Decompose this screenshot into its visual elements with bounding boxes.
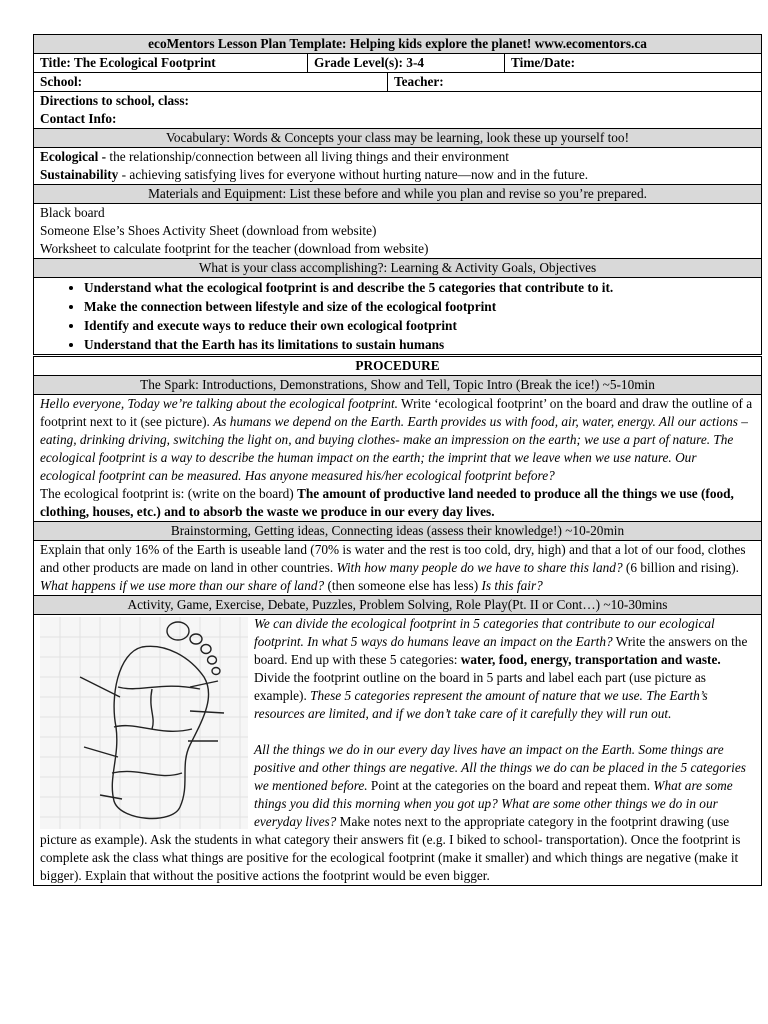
- brainstorm-heading: Brainstorming, Getting ideas, Connecting ideas (assess their knowledge!) ~10-20min: [34, 522, 762, 541]
- spark-content: [34, 395, 762, 522]
- activity-paragraph-2: All the things we do in our every day lives have an impact on the Earth. Some things are positive and other things are negative. All the things we do can be placed in the 5 categories we mentioned before. Point at the categories on the board and repeat them. What are some things you did this morning when you got up? What are some other things we do in our everyday lives? Make notes next to the appropriate category in the footprint drawing (use picture as example). Ask the students in what category their answers fit (e.g. I biked to school- transportation). Once the footprint is complete ask the class what things are positive for the ecological footprint (make it smaller) and which things are negative (make it bigger). Explain that without the positive actions the footprint would be even bigger.: [40, 742, 746, 883]
- directions-label: Directions to school, class:: [40, 93, 189, 108]
- spark-paragraph: Hello everyone, Today we’re talking about the ecological footprint. Write ‘ecological footprint’ on the board and draw the outline of a footprint next to it (see picture). As humans we depend on the Earth. Earth provides us with food, air, water, energy. All our actions – eating, drinking driving, switching the light on, and buying clothes- make an impression on the earth; we use a part of nature. The ecological footprint is a way to describe the human impact on the earth; the imprint that we leave when we use nature. Our ecological footprint can be measured. Has anyone measured his/her ecological footprint before?: [40, 396, 753, 483]
- goal-item: • Understand that the Earth has its limitations to sustain humans: [84, 335, 755, 354]
- procedure-table: [33, 356, 762, 886]
- goal-item: • Make the connection between lifestyle and size of the ecological footprint: [84, 297, 755, 316]
- material-item: Someone Else’s Shoes Activity Sheet (download from website): [40, 223, 377, 238]
- lesson-plan-header-table: [33, 34, 762, 355]
- spark-heading: The Spark: Introductions, Demonstrations, Show and Tell, Topic Intro (Break the ice!) ~5-10min: [34, 376, 762, 395]
- vocabulary-list: [34, 148, 762, 185]
- procedure-heading: PROCEDURE: [34, 357, 762, 376]
- grade-level: Grade Level(s): 3-4: [308, 54, 505, 73]
- vocab-term-row: Sustainability - achieving satisfying lives for everyone without hurting nature—now and in the future.: [40, 167, 589, 182]
- footprint-sketch-image: [40, 617, 248, 829]
- brainstorm-content: Explain that only 16% of the Earth is useable land (70% is water and the rest is too cold, dry, high) and that a lot of our food, clothes and other products are made on land in other countries. With how many people do we have to share this land? (6 billion and rising). What happens if we use more than our share of land? (then someone else has less) Is this fair?: [34, 541, 762, 596]
- school-field: School:: [34, 73, 388, 92]
- materials-list: [34, 204, 762, 259]
- material-item: Worksheet to calculate footprint for the teacher (download from website): [40, 241, 429, 256]
- activity-content: [34, 615, 762, 886]
- vocabulary-heading: Vocabulary: Words & Concepts your class may be learning, look these up yourself too!: [34, 129, 762, 148]
- materials-heading: Materials and Equipment: List these before and while you plan and revise so you’re prepared.: [34, 185, 762, 204]
- goals-heading: What is your class accomplishing?: Learning & Activity Goals, Objectives: [34, 259, 762, 278]
- goal-item: • Understand what the ecological footprint is and describe the 5 categories that contribute to it.: [84, 278, 755, 297]
- goal-item: • Identify and execute ways to reduce their own ecological footprint: [84, 316, 755, 335]
- teacher-field: Teacher:: [388, 73, 762, 92]
- time-date: Time/Date:: [505, 54, 762, 73]
- activity-heading: Activity, Game, Exercise, Debate, Puzzles, Problem Solving, Role Play(Pt. II or Cont…) ~10-30mins: [34, 596, 762, 615]
- material-item: Black board: [40, 205, 105, 220]
- activity-paragraph-1: We can divide the ecological footprint in 5 categories that contribute to our ecological footprint. In what 5 ways do humans leave an impact on the Earth? Write the answers on the board. End up with these 5 categories: water, food, energy, transportation and waste. Divide the footprint outline on the board in 5 parts and label each part (use picture as example). These 5 categories represent the amount of nature that we use. The Earth’s resources are limited, and if we don’t take care of it carefully they will run out.: [254, 616, 748, 721]
- vocab-term-row: Ecological - the relationship/connection between all living things and their environment: [40, 149, 509, 164]
- template-title: ecoMentors Lesson Plan Template: Helping kids explore the planet! www.ecomentors.ca: [34, 35, 762, 54]
- lesson-title: Title: The Ecological Footprint: [34, 54, 308, 73]
- directions-contact: [34, 92, 762, 129]
- goals-list: [34, 278, 762, 355]
- footprint-definition: The ecological footprint is: (write on the board) The amount of productive land needed to produce all the things we use (food, clothing, houses, etc.) and to absorb the waste we produce in our every day lives.: [40, 486, 734, 519]
- contact-label: Contact Info:: [40, 111, 117, 126]
